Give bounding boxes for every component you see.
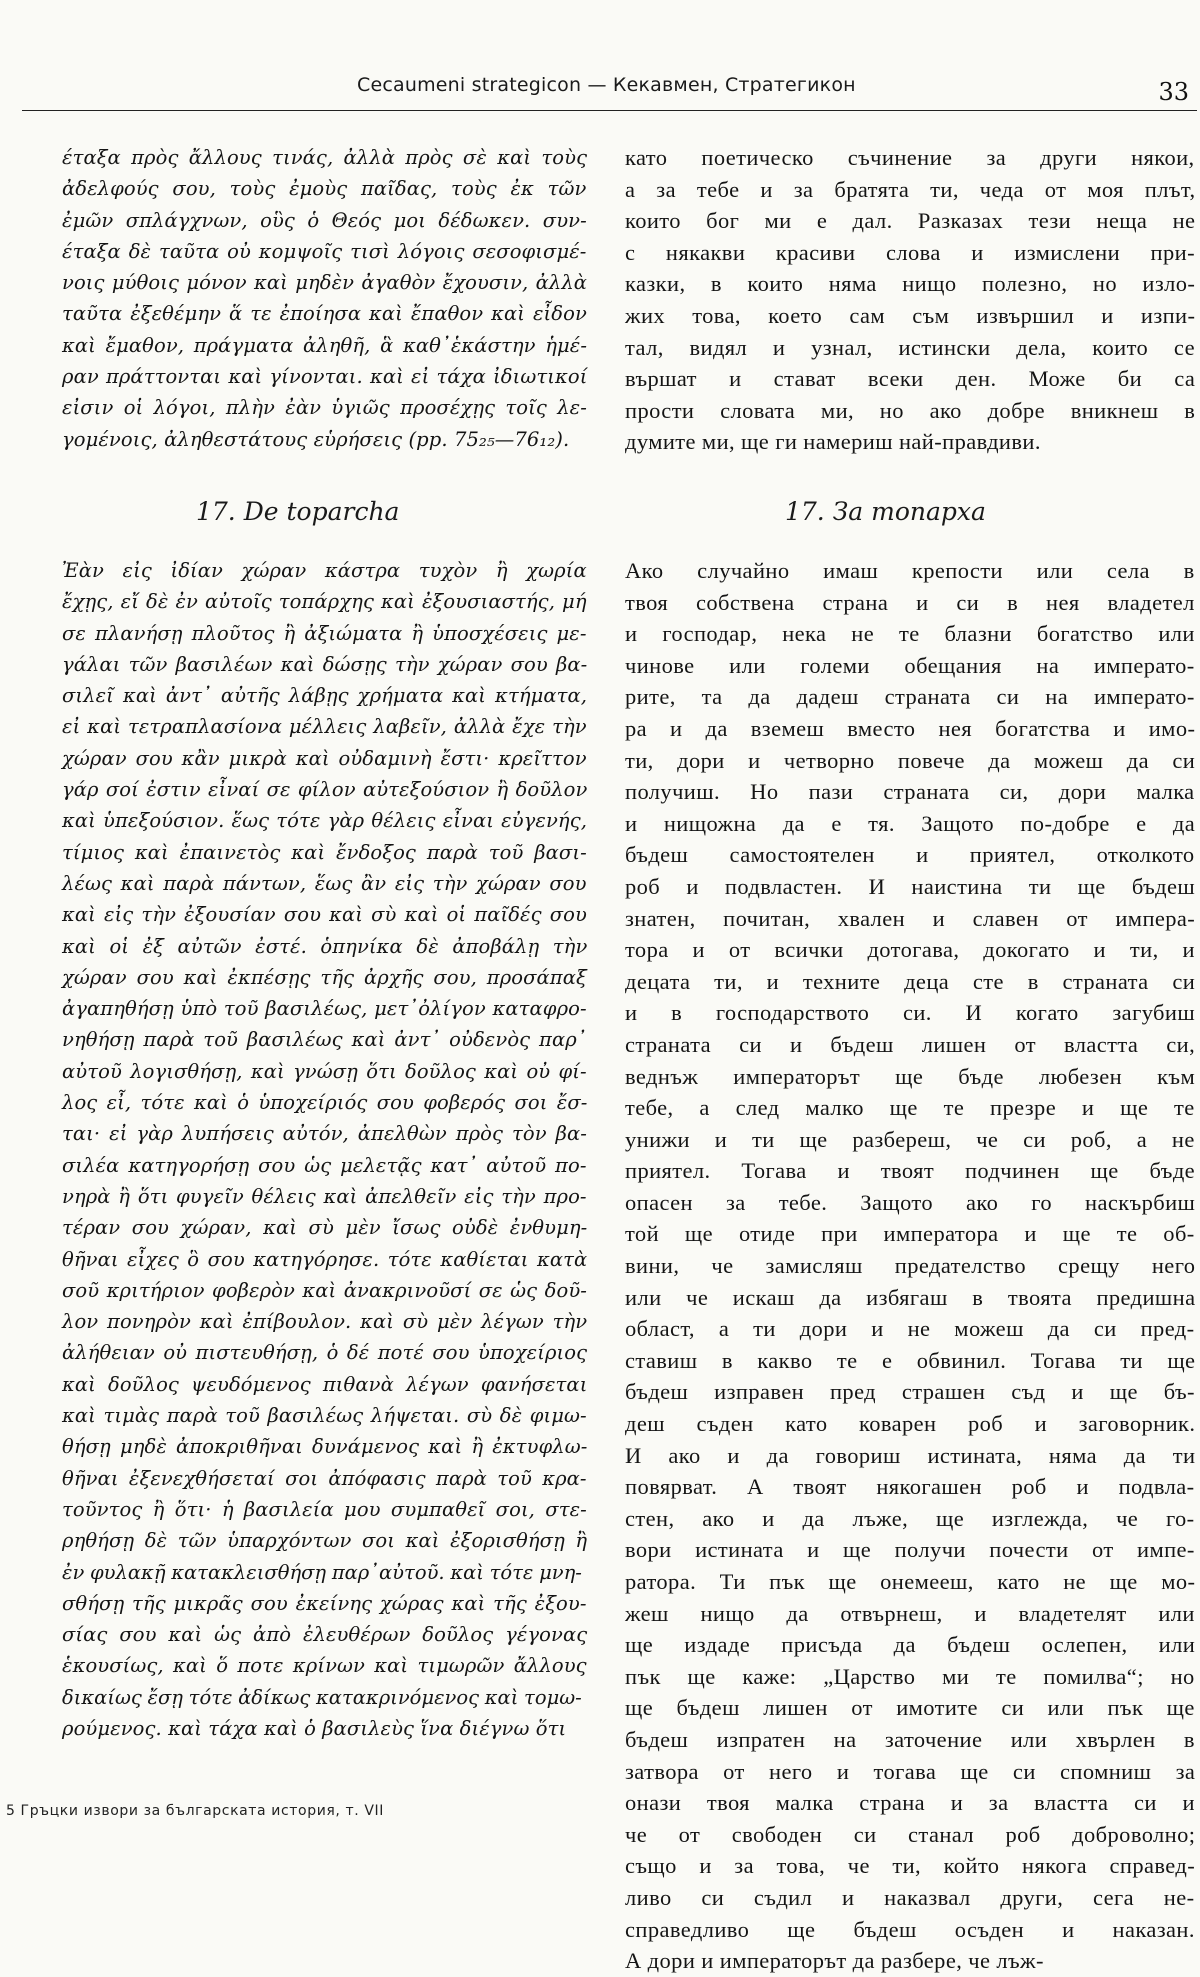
- page-number: 33: [1158, 78, 1189, 106]
- greek-section-text: [62, 555, 587, 1744]
- text-line: θήσῃ μηδὲ ἀποκριθῆναι δυνάμενος καὶ ἢ ἐκτυφλω-: [62, 1435, 588, 1459]
- text-line: ливо си съдил и наказвал други, сега не-: [625, 1884, 1195, 1910]
- text-line: а за тебе и за братята ти, чеда от моя плът,: [625, 176, 1196, 202]
- text-line: и в господарството си. И когато загубиш: [625, 1000, 1196, 1026]
- text-line: καὶ ἔμαθον, πράγματα ἀληθῆ, ἃ καθ᾽ἑκάστην ἡμέ-: [62, 333, 588, 357]
- text-line: έταξα πρὸς ἄλλους τινάς, ἀλλὰ πρὸς σὲ καὶ τοὺς: [62, 146, 588, 169]
- text-line: получиш. Но пази страната си, дори малка: [625, 779, 1195, 805]
- text-line: приятел. Тогава и твоят подчинен ще бъде: [625, 1158, 1196, 1184]
- text-line: и нищожна да е тя. Защото по-добре е да: [625, 810, 1196, 836]
- text-line: σθήσῃ τῆς μικρᾶς σου ἐκείνης χώρας καὶ τῆς ἐξου-: [62, 1591, 587, 1615]
- text-line: ρηθήσῃ δὲ τῶν ὑπαρχόντων σοι καὶ ἐξορισθήσῃ ἢ: [62, 1529, 588, 1553]
- text-line: νηθήσῃ παρὰ τοῦ βασιλέως καὶ ἀντ᾽ οὐδενὸς παρ᾽: [62, 1028, 587, 1052]
- text-line: εἰσιν οἱ λόγοι, πλὴν ἐὰν ὑγιῶς προσέχῃς τοῖς λε-: [62, 396, 587, 420]
- text-line: ще издаде присъда да бъдеш ослепен, или: [625, 1632, 1196, 1658]
- text-line: които бог ми е дал. Разказах тези неща не: [625, 208, 1196, 234]
- text-line: καὶ εἰς τὴν ἐξουσίαν σου καὶ σὺ καὶ οἱ παῖδές σου: [62, 903, 587, 927]
- running-title: Cecaumeni strategicon — Кекавмен, Стратегикон: [357, 74, 856, 96]
- text-line: ραν πράττονται καὶ γίνονται. καὶ εἰ τάχα ἰδιωτικοί: [62, 365, 588, 389]
- text-line: стен, ако и да лъже, ще изглежда, че го-: [625, 1505, 1195, 1531]
- text-line: ἀλήθειαν οὐ πιστευθήσῃ, ὁ δέ ποτέ σου ὑποχείριος: [62, 1341, 588, 1365]
- text-line: рите, та да дадеш страната си на императо-: [625, 684, 1195, 710]
- text-line: καὶ τιμὰς παρὰ τοῦ βασιλέως λήψεται. σὺ δὲ φιμω-: [62, 1404, 587, 1428]
- text-line: ра и да вземеш вместо нея богатства и имо-: [625, 715, 1196, 741]
- text-line: καὶ ὑπεξούσιον. ἕως τότε γὰρ θέλεις εἶναι εὐγενής,: [62, 809, 588, 833]
- text-line: опасен за тебе. Защото ако го наскърбиш: [625, 1189, 1196, 1215]
- text-line: ται· εἰ γὰρ λυπήσεις αὐτόν, ἀπελθὼν πρὸς τὸν βα-: [62, 1122, 587, 1146]
- text-line: веднъж императорът ще бъде любезен към: [625, 1063, 1196, 1089]
- bulgarian-section-title: 17. За топарха: [785, 497, 986, 526]
- text-line: σιλεῖ καὶ ἀντ᾽ αὐτῆς λάβῃς χρήματα καὶ κτήματα,: [62, 684, 588, 708]
- text-line: σοῦ κριτήριον φοβερὸν καὶ ἀνακρινοῦσί σε ὡς δοῦ-: [62, 1278, 587, 1302]
- text-line: ратора. Ти пък ще онемееш, като не ще мо-: [625, 1569, 1196, 1594]
- text-line: γομένοις, ἀληθεστάτους εὑρήσεις (pp. 75₂₅—76₁₂).: [62, 427, 570, 451]
- text-line: или че искаш да избягаш в твоята предишна: [625, 1284, 1196, 1310]
- text-line: вини, че замисляш предателство срещу него: [625, 1253, 1196, 1279]
- page-footer: 5 Гръцки извори за българската история, т. VII: [6, 1803, 385, 1819]
- text-line: вори истината и ще получи почести от импе-: [625, 1537, 1195, 1563]
- text-line: χώραν σου καὶ ἐκπέσῃς τῆς ἀρχῆς σου, προσάπαξ: [62, 965, 587, 989]
- text-line: ἀδελφούς σου, τοὺς ἐμοὺς παῖδας, τοὺς ἐκ τῶν: [62, 177, 587, 201]
- text-line: жих това, което сам съм извършил и изпи-: [625, 302, 1196, 328]
- text-line: чинове или големи обещания на императо-: [625, 652, 1195, 678]
- text-line: бъдеш самостоятелен и приятел, отколкото: [625, 842, 1195, 868]
- text-line: знатен, почитан, хвален и славен от импера-: [625, 905, 1196, 931]
- text-line: αὐτοῦ λογισθήσῃ, καὶ γνώσῃ ὅτι δοῦλος καὶ οὐ φί-: [62, 1059, 587, 1083]
- text-line: θῆναι εἶχες ὃ σου κατηγόρησε. τότε καθίεται κατὰ: [62, 1247, 588, 1271]
- text-line: също и за това, че ти, който някога справед-: [625, 1853, 1196, 1879]
- text-line: ἀγαπηθήσῃ ὑπὸ τοῦ βασιλέως, μετ᾽ὀλίγον καταφρο-: [62, 997, 587, 1021]
- text-line: жеш нищо да отвърнеш, и владетелят или: [625, 1600, 1195, 1626]
- text-line: τέραν σου χώραν, καὶ σὺ μὲν ἴσως οὐδὲ ἐνθυμη-: [62, 1216, 588, 1240]
- text-line: казки, в които няма нищо полезно, но изло-: [625, 271, 1196, 297]
- greek-section-title: 17. De toparcha: [196, 497, 400, 526]
- text-line: λος εἶ, τότε καὶ ὁ ὑποχείριός σου φοβερός σοι ἔσ-: [62, 1091, 588, 1115]
- text-line: σε πλανήσῃ πλοῦτος ἢ ἀξιώματα ἢ ὑποσχέσεις με-: [62, 621, 587, 645]
- text-line: γάρ σοί ἐστιν εἶναί σε φίλον αὐτεξούσιον ἢ δοῦλον: [62, 778, 588, 802]
- text-line: ἐν φυλακῇ κατακλεισθήσῃ παρ᾽αὐτοῦ. καὶ τότε μνη-: [62, 1560, 582, 1584]
- text-line: καὶ δοῦλος ψευδόμενος πιθανὰ λέγων φανήσεται: [62, 1372, 588, 1396]
- text-line: ставиш в какво те е обвинил. Тогава ти ще: [625, 1347, 1196, 1373]
- text-line: Ἐὰν εἰς ἰδίαν χώραν κάστρα τυχὸν ἢ χωρία: [62, 559, 587, 582]
- text-line: тал, видял и узнал, истински дела, които се: [625, 334, 1195, 360]
- text-line: справедливо ще бъдеш осъден и наказан.: [625, 1916, 1195, 1942]
- text-line: λέως καὶ παρὰ πάντων, ἕως ἂν εἰς τὴν χώραν σου: [62, 871, 587, 895]
- text-line: като поетическо съчинение за други някои,: [625, 145, 1195, 170]
- text-line: έταξα δὲ ταῦτα οὐ κομψοῖς τισὶ λόγοις σεσοφισμέ-: [62, 239, 587, 263]
- text-line: децата ти, и техните деца сте в страната си: [625, 968, 1196, 994]
- bulgarian-intro-text: [625, 142, 1195, 458]
- text-line: ще бъдеш лишен от имотите си или пък ще: [625, 1695, 1195, 1721]
- text-line: ἐμῶν σπλάγχνων, οὓς ὁ Θεός μοι δέδωκεν. συν-: [62, 208, 587, 232]
- text-line: ἔχῃς, εἴ δὲ ἐν αὐτοῖς τοπάρχης καὶ ἐξουσιαστής, μή: [62, 590, 587, 614]
- text-line: τοῦντος ἢ ὅτι· ἡ βασιλεία μου συμπαθεῖ σοι, στε-: [62, 1497, 587, 1521]
- text-line: И ако и да говориш истината, няма да ти: [625, 1442, 1196, 1468]
- text-line: тебе, а след малко ще те презре и ще те: [625, 1095, 1195, 1121]
- text-line: и господар, нека не те блазни богатство или: [625, 621, 1195, 647]
- text-line: бъдеш изправен пред страшен съд и ще бъ-: [625, 1379, 1195, 1405]
- text-line: νηρὰ ἢ ὅτι φυγεῖν θέλεις καὶ ἀπελθεῖν εἰς τὴν προ-: [62, 1184, 587, 1208]
- text-line: καὶ οἱ ἐξ αὐτῶν ἐστέ. ὁπηνίκα δὲ ἀποβάλῃ τὴν: [62, 934, 588, 958]
- text-line: област, а ти дори и не можеш да си пред-: [625, 1316, 1195, 1342]
- text-line: унижи и ти ще разбереш, че си роб, а не: [625, 1126, 1195, 1152]
- text-line: τίμιος καὶ ἐπαινετὸς καὶ ἔνδοξος παρὰ τοῦ βασι-: [62, 840, 587, 864]
- text-line: страната си и бъдеш лишен от властта си,: [625, 1031, 1196, 1057]
- text-line: ταῦτα ἐξεθέμην ἅ τε ἐποίησα καὶ ἔπαθον καὶ εἶδον: [62, 302, 587, 326]
- text-line: повярват. А твоят някогашен роб и подвла-: [625, 1474, 1195, 1500]
- text-line: χώραν σου κἂν μικρὰ καὶ οὐδαμινὴ ἔστι· κρεῖττον: [62, 746, 587, 770]
- header-rule: [22, 110, 1197, 111]
- text-line: А дори и императорът да разбере, че лъж-: [625, 1948, 1044, 1974]
- text-line: думите ми, ще ги намериш най-правдиви.: [625, 429, 1041, 455]
- text-line: затвора от него и тогава ще си спомниш за: [625, 1758, 1196, 1784]
- greek-intro-text: [62, 142, 587, 455]
- text-line: роб и подвластен. И наистина ти ще бъдеш: [625, 873, 1196, 899]
- text-line: λον πονηρὸν καὶ ἐπίβουλον. καὶ σὺ μὲν λέγων τὴν: [62, 1310, 588, 1334]
- text-line: εἰ καὶ τετραπλασίονα μέλλεις λαβεῖν, ἀλλὰ ἔχε τὴν: [62, 715, 587, 739]
- text-line: σιλέα κατηγορήσῃ σου ὡς μελετᾷς κατ᾽ αὐτοῦ πο-: [62, 1153, 587, 1177]
- text-line: че от свободен си станал роб доброволно;: [625, 1821, 1196, 1847]
- text-line: Ако случайно имаш крепости или села в: [625, 558, 1195, 583]
- bulgarian-section-text: [625, 555, 1195, 1977]
- text-line: γάλαι τῶν βασιλέων καὶ δώσῃς τὴν χώραν σου βα-: [62, 652, 588, 676]
- text-line: твоя собствена страна и си в нея владетел: [625, 589, 1195, 615]
- text-line: δικαίως ἔσῃ τότε ἀδίκως κατακρινόμενος καὶ τομω-: [62, 1685, 582, 1709]
- text-line: σίας σου καὶ ὡς ἀπὸ ἐλευθέρων δοῦλος γέγονας: [62, 1623, 588, 1647]
- text-line: νοις μύθοις μόνον καὶ μηδὲν ἀγαθὸν ἔχουσιν, ἀλλὰ: [62, 271, 588, 295]
- text-line: бъдеш изпратен на заточение или хвърлен в: [625, 1726, 1195, 1752]
- running-header: [22, 64, 1197, 106]
- text-line: той ще отиде при императора и ще те об-: [625, 1221, 1195, 1247]
- text-line: вършат и стават всеки ден. Може би са: [625, 366, 1196, 392]
- text-line: ти, дори и четворно повече да можеш да си: [625, 747, 1196, 773]
- text-line: θῆναι ἐξενεχθήσεταί σοι ἀπόφασις παρὰ τοῦ κρα-: [62, 1466, 587, 1490]
- text-line: пък ще каже: „Царство ми те помилва“; но: [625, 1663, 1195, 1689]
- text-line: деш съден като коварен роб и заговорник.: [625, 1411, 1196, 1437]
- text-line: тора и от всички дотогава, докогато и ти, и: [625, 937, 1195, 963]
- text-line: ρούμενος. καὶ τάχα καὶ ὁ βασιλεὺς ἵνα διέγνω ὅτι: [62, 1716, 567, 1740]
- text-line: с някакви красиви слова и измислени при-: [625, 239, 1195, 265]
- text-line: прости словата ми, но ако добре вникнеш в: [625, 397, 1196, 423]
- text-line: ἑκουσίως, καὶ ὅ ποτε κρίνων καὶ τιμωρῶν ἄλλους: [62, 1654, 587, 1678]
- text-line: онази твоя малка страна и за властта си и: [625, 1790, 1195, 1816]
